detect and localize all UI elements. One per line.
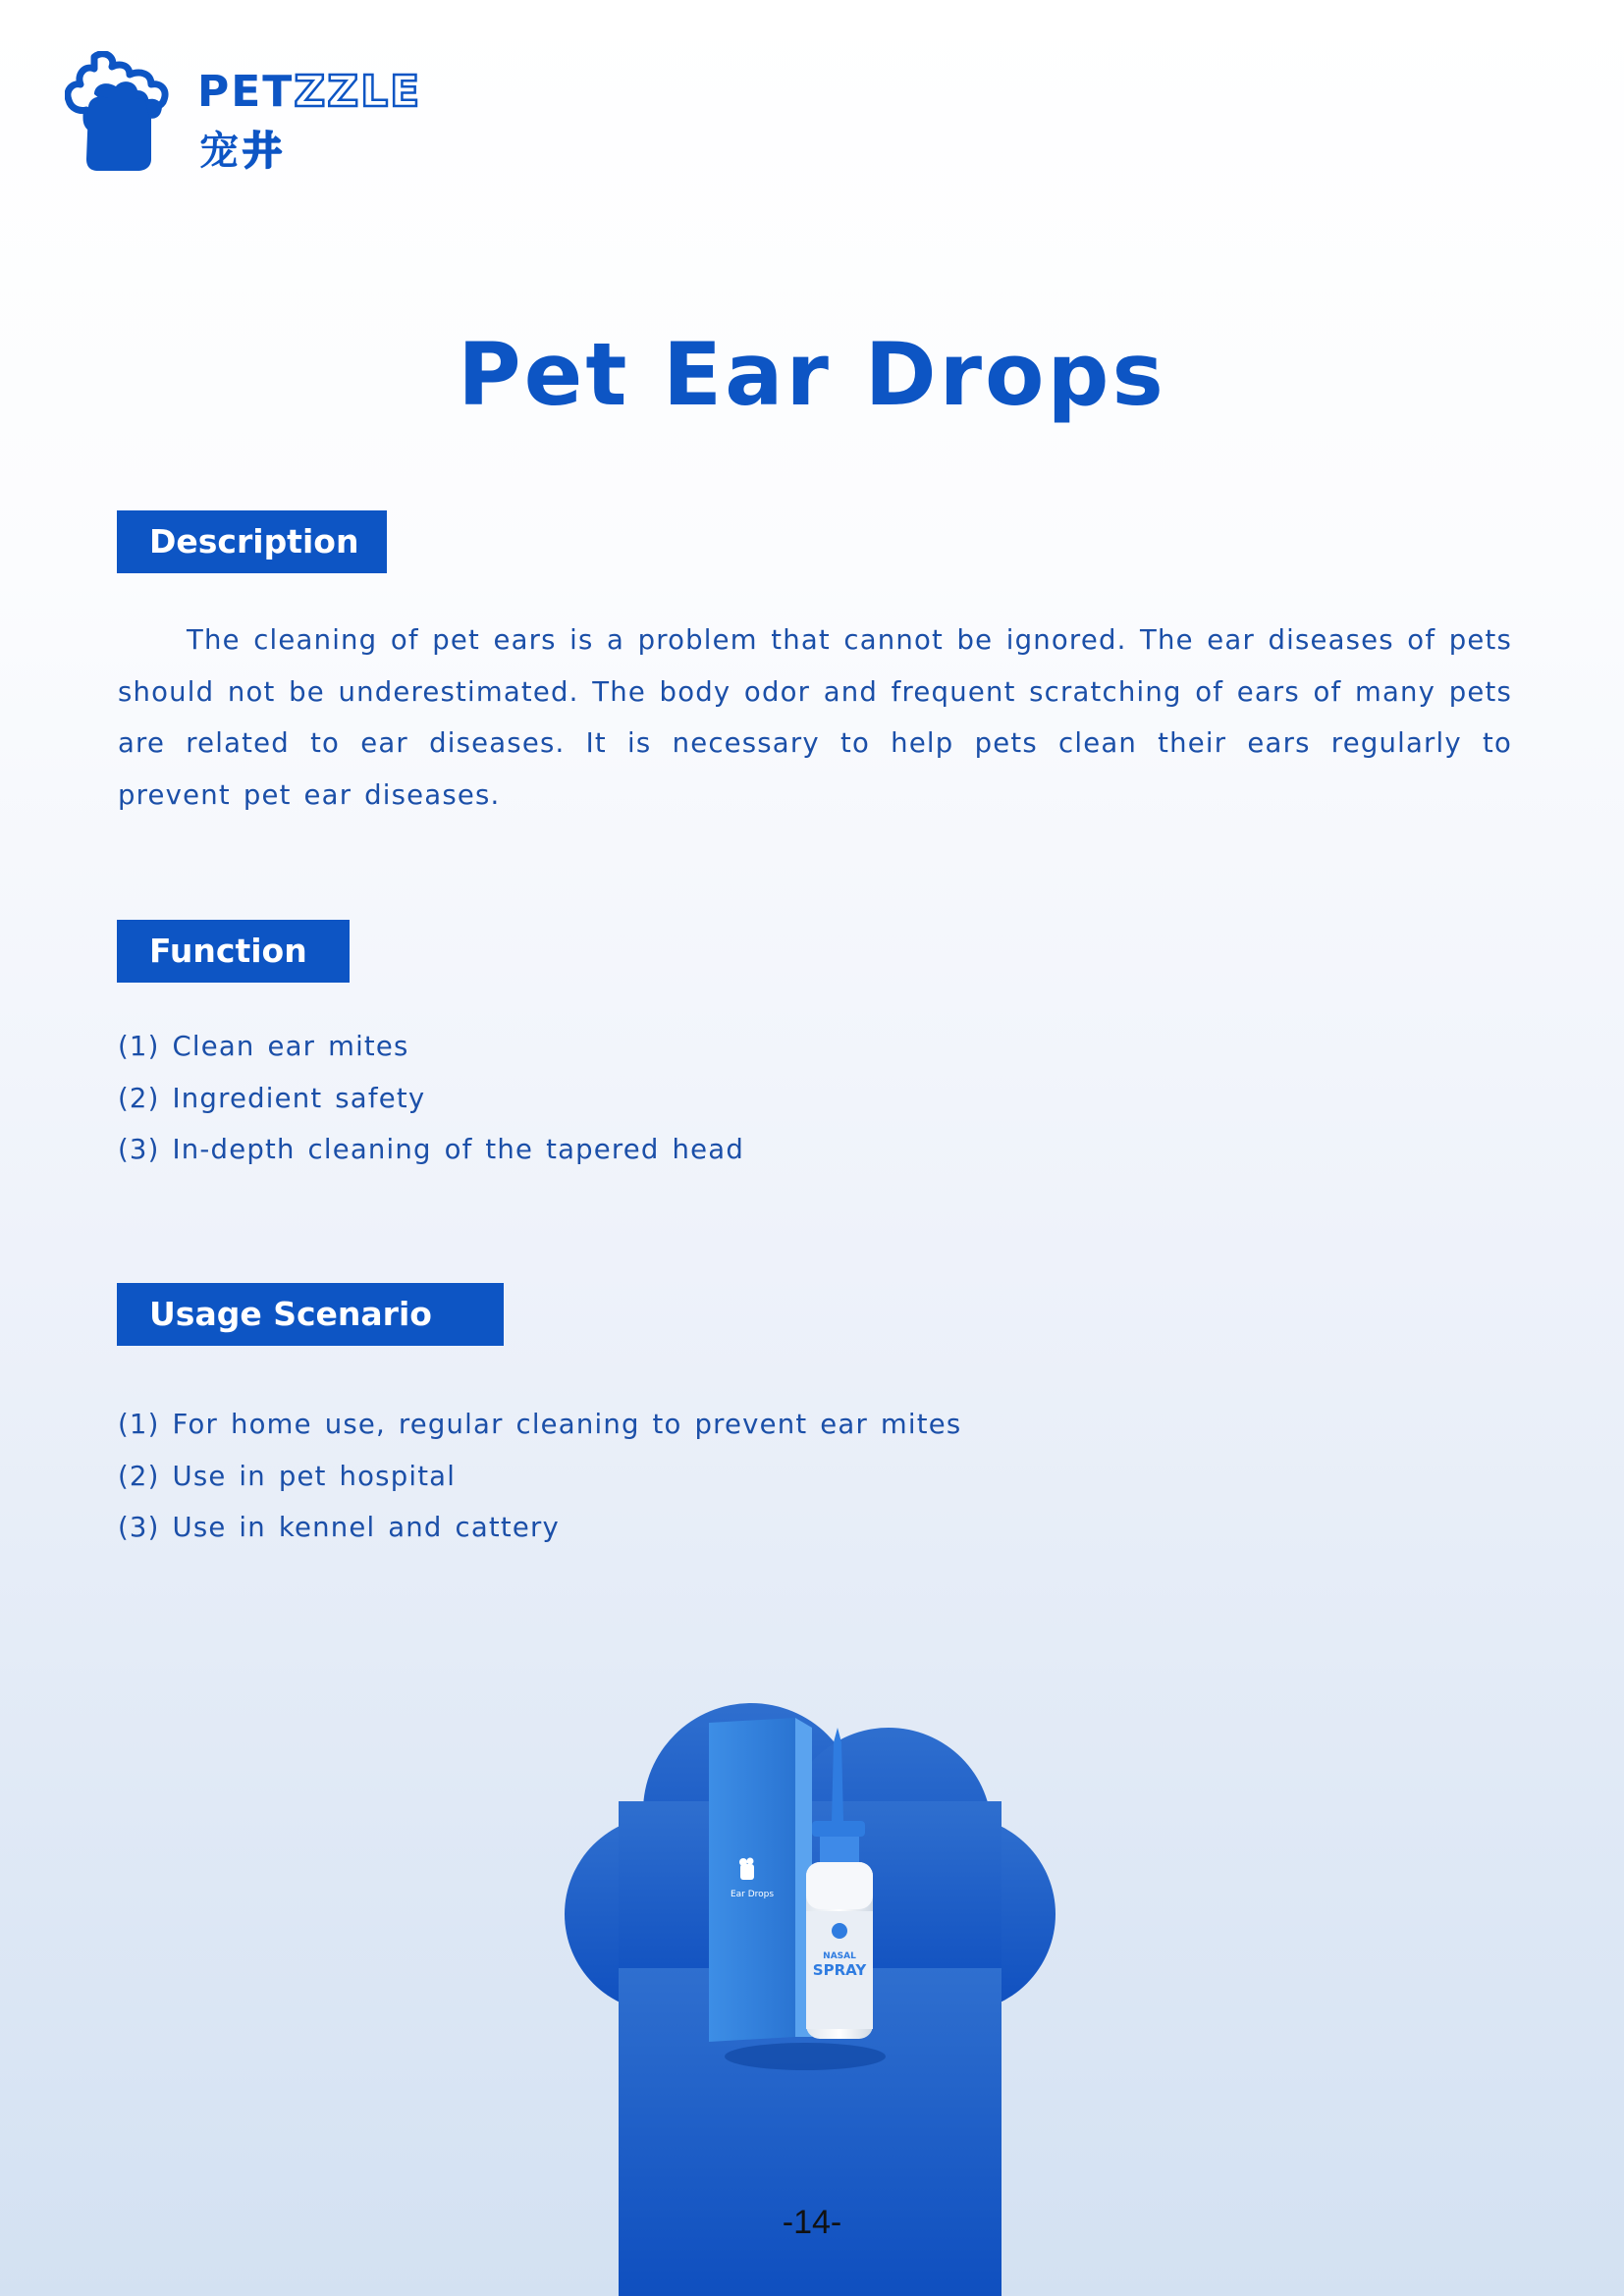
list-item: (3) In-depth cleaning of the tapered head	[118, 1134, 744, 1165]
logo-cn-outline: 井	[243, 129, 286, 174]
usage-scenario-list	[118, 1399, 961, 1554]
paw-puzzle-logo-icon	[65, 51, 192, 174]
function-heading: Function	[117, 920, 350, 983]
bottle-label-main: SPRAY	[812, 1961, 867, 1979]
logo-wordmark-cn	[199, 120, 286, 176]
list-item: (1) Clean ear mites	[118, 1031, 409, 1062]
list-item: (2) Use in pet hospital	[118, 1460, 457, 1492]
list-item: (2) Ingredient safety	[118, 1082, 426, 1114]
page-number: -14-	[782, 2204, 842, 2241]
function-list	[118, 1021, 744, 1176]
logo-wordmark-outline: ZZLE	[294, 67, 422, 117]
brand-logo	[65, 51, 438, 179]
description-heading: Description	[117, 510, 387, 573]
logo-wordmark-solid: PET	[197, 67, 295, 117]
page-title: Pet Ear Drops	[458, 324, 1166, 425]
usage-scenario-heading: Usage Scenario	[117, 1283, 504, 1346]
logo-wordmark-en	[197, 67, 421, 117]
bottle-label-top: NASAL	[823, 1951, 856, 1961]
description-text: The cleaning of pet ears is a problem that cannot be ignored. The ear diseases of pets should not be underestimated. The body odor and frequent scratching of ears of many pets are related to ear diseases. It is necessary to help pets clean their ears regularly to prevent pet ear diseases.	[118, 624, 1512, 811]
product-box	[709, 1718, 812, 2042]
list-item: (3) Use in kennel and cattery	[118, 1512, 560, 1543]
logo-cn-solid: 宠	[199, 129, 243, 174]
list-item: (1) For home use, regular cleaning to prevent ear mites	[118, 1409, 962, 1440]
box-label: Ear Drops	[730, 1890, 775, 1899]
